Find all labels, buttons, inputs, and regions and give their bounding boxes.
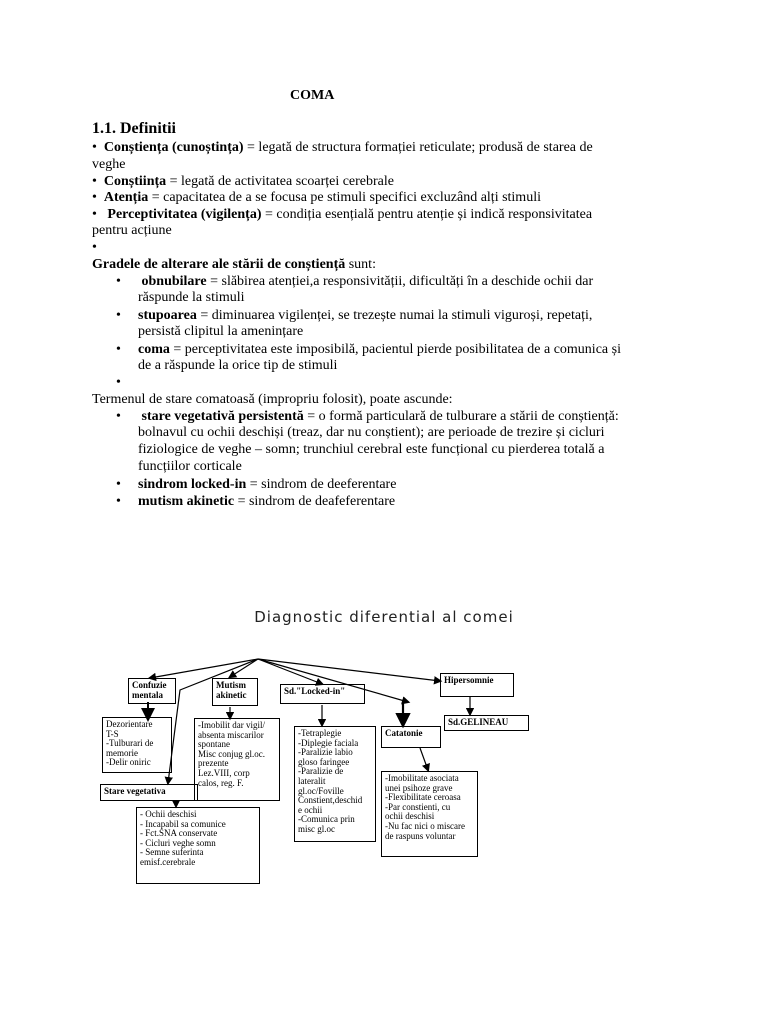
detail-line: Dezorientare	[106, 719, 153, 729]
definition-continuation: pentru acțiune	[92, 223, 172, 238]
comatose-bullet: •	[116, 494, 121, 509]
node-confuzie-line: Confuzie	[132, 680, 167, 690]
detail-line: unei psihoze grave	[385, 782, 453, 793]
node-locked-in-label: Sd."Locked-in"	[284, 686, 346, 696]
node-stare-vegetativa-detail	[136, 807, 260, 884]
definition-term: Atenția	[103, 190, 149, 205]
detail-line: memorie	[106, 747, 138, 758]
definition-text: = legată de structura formației reticulate; produsă de starea de	[243, 140, 593, 155]
grade-term: coma	[138, 342, 170, 357]
node-locked-in	[280, 684, 365, 704]
detail-line: -Imobilit dar vigil/	[198, 720, 265, 730]
comatose-text: = sindrom de deeferentare	[246, 477, 397, 492]
section-heading: 1.1. Definitii	[92, 120, 176, 137]
detail-line: -Imobilitate asociata	[385, 773, 459, 783]
detail-line: Sd.GELINEAU	[448, 717, 509, 727]
detail-line: ochii deschisi	[385, 811, 435, 822]
node-mutism-line: akinetic	[216, 689, 247, 700]
diagram-title: Diagnostic diferential al comei	[254, 608, 514, 626]
definition-text: = capacitatea de a se focusa pe stimuli specifici excluzând alți stimuli	[148, 190, 541, 205]
grade-bullet: •	[116, 342, 121, 357]
comatose-text: = o formă particulară de tulburare a stării de conștiență:	[303, 409, 619, 424]
node-mutism	[212, 678, 258, 706]
definition-term: Conștiența (cunoștința)	[103, 140, 244, 155]
detail-line: spontane	[198, 739, 230, 750]
grade-bullet: •	[116, 308, 121, 323]
definition-item: • Perceptivitatea (vigilența) = condiția esențială pentru atenție și indică responsivitatea	[92, 207, 593, 222]
detail-line: absenta miscarilor	[198, 729, 264, 740]
node-hipersomnie-label: Hipersomnie	[444, 675, 494, 685]
detail-line: gl.oc/Foville	[298, 785, 344, 796]
grade-term: obnubilare	[141, 274, 207, 289]
grade-text: = perceptivitatea este imposibilă, pacientul pierde posibilitatea de a comunica și	[169, 342, 621, 357]
comatose-term: sindrom locked-in	[138, 477, 247, 492]
detail-line: -Par constienti, cu	[385, 801, 451, 812]
definition-item: • Conștiința = legată de activitatea scoarței cerebrale	[92, 174, 395, 189]
grade-text: = slăbirea atenției,a responsivității, dificultăți în a deschide ochii dar	[206, 274, 594, 289]
detail-line: Constient,deschid	[298, 795, 363, 806]
grade-continuation: persistă clipitul la amenințare	[138, 324, 304, 339]
detail-line: misc gl.oc	[298, 823, 335, 834]
empty-bullet: •	[116, 375, 121, 390]
detail-line: -Nu fac nici o miscare	[385, 820, 465, 831]
detail-line: -Diplegie faciala	[298, 737, 359, 748]
detail-line: - Incapabil sa comunice	[140, 818, 226, 829]
node-mutism-line: Mutism	[216, 680, 246, 690]
node-confuzie-line: mentala	[132, 689, 163, 700]
definition-text: = legată de activitatea scoarței cerebrale	[166, 174, 395, 189]
comatose-continuation: funcțiilor corticale	[138, 459, 242, 474]
node-stare-vegetativa-label: Stare vegetativa	[104, 786, 166, 796]
definition-item: • Atenția = capacitatea de a se focusa pe stimuli specifici excluzând alți stimuli	[92, 190, 541, 205]
grade-text: = diminuarea vigilenței, se trezește numai la stimuli viguroși, repetați,	[196, 308, 593, 323]
detail-line: -Paralizie labio	[298, 747, 353, 758]
detail-line: Misc conjug gl.oc.	[198, 748, 265, 759]
definition-term: Conștiința	[103, 174, 167, 189]
grade-continuation: de a răspunde la orice tip de stimuli	[138, 358, 338, 373]
node-catatonie	[381, 726, 441, 748]
grade-term: stupoarea	[138, 308, 197, 323]
detail-line: emisf.cerebrale	[140, 856, 196, 867]
definition-continuation: veghe	[92, 157, 126, 172]
page-title: COMA	[290, 88, 335, 103]
detail-line: gloso faringee	[298, 756, 350, 767]
comatose-term: mutism akinetic	[138, 494, 235, 509]
definition-item: • Conștiența (cunoștința) = legată de structura formației reticulate; produsă de starea de	[92, 140, 593, 155]
grade-bullet: •	[116, 274, 121, 289]
detail-line: - Semne suferinta	[140, 847, 204, 858]
comatose-continuation: bolnavul cu ochii deschiși (treaz, dar nu conștient); are perioade de trezire și cicluri	[138, 425, 605, 440]
node-catatonie-detail	[381, 771, 478, 857]
comatose-continuation: fiziologice de veghe – somn; trunchiul cerebral este funcțional cu pierderea totală a	[138, 442, 605, 457]
detail-line: - Cicluri veghe somn	[140, 837, 216, 848]
arrow-catatonie-detail	[420, 748, 428, 770]
detail-line: -Tetraplegie	[298, 728, 342, 738]
node-stare-vegetativa	[100, 784, 198, 801]
definition-text: = condiția esențială pentru atenție și indică responsivitatea	[261, 207, 593, 222]
comatose-intro: Termenul de stare comatoasă (impropriu folosit), poate ascunde:	[92, 392, 453, 407]
node-locked-in-detail	[294, 726, 376, 842]
grades-heading-bold: Gradele de alterare ale stării de conștiență	[92, 257, 346, 272]
detail-line: e ochii	[298, 804, 323, 815]
detail-line: -Flexibilitate ceroasa	[385, 792, 461, 803]
detail-line: -Delir oniric	[106, 757, 151, 768]
detail-line: prezente	[198, 758, 229, 769]
comatose-text: = sindrom de deafeferentare	[234, 494, 396, 509]
node-mutism-detail	[194, 718, 280, 801]
detail-line: Lez.VIII, corp	[198, 767, 250, 778]
comatose-term: stare vegetativă persistentă	[141, 409, 304, 424]
node-confuzie	[128, 678, 176, 704]
detail-line: -Tulburari de	[106, 738, 154, 749]
detail-line: -Paralizie de	[298, 766, 344, 777]
detail-line: calos, reg. F.	[198, 777, 244, 788]
detail-line: T-S	[106, 728, 119, 739]
node-confuzie-detail	[102, 717, 172, 773]
comatose-bullet: •	[116, 477, 121, 492]
detail-line: - Ochii deschisi	[140, 809, 197, 819]
node-hipersomnie	[440, 673, 514, 697]
node-hipersomnie-detail	[444, 715, 529, 731]
node-catatonie-label: Catatonie	[385, 728, 423, 738]
comatose-bullet: •	[116, 409, 121, 424]
detail-line: lateralit	[298, 775, 326, 786]
empty-bullet: •	[92, 240, 97, 255]
arrow-to-confuzie	[150, 659, 258, 678]
definition-term: Perceptivitatea (vigilența)	[107, 207, 262, 222]
grade-continuation: răspunde la stimuli	[138, 290, 245, 305]
grades-heading-rest: sunt:	[345, 257, 376, 272]
detail-line: - Fct.SNA conservate	[140, 828, 218, 839]
detail-line: -Comunica prin	[298, 814, 355, 825]
detail-line: de raspuns voluntar	[385, 830, 456, 841]
